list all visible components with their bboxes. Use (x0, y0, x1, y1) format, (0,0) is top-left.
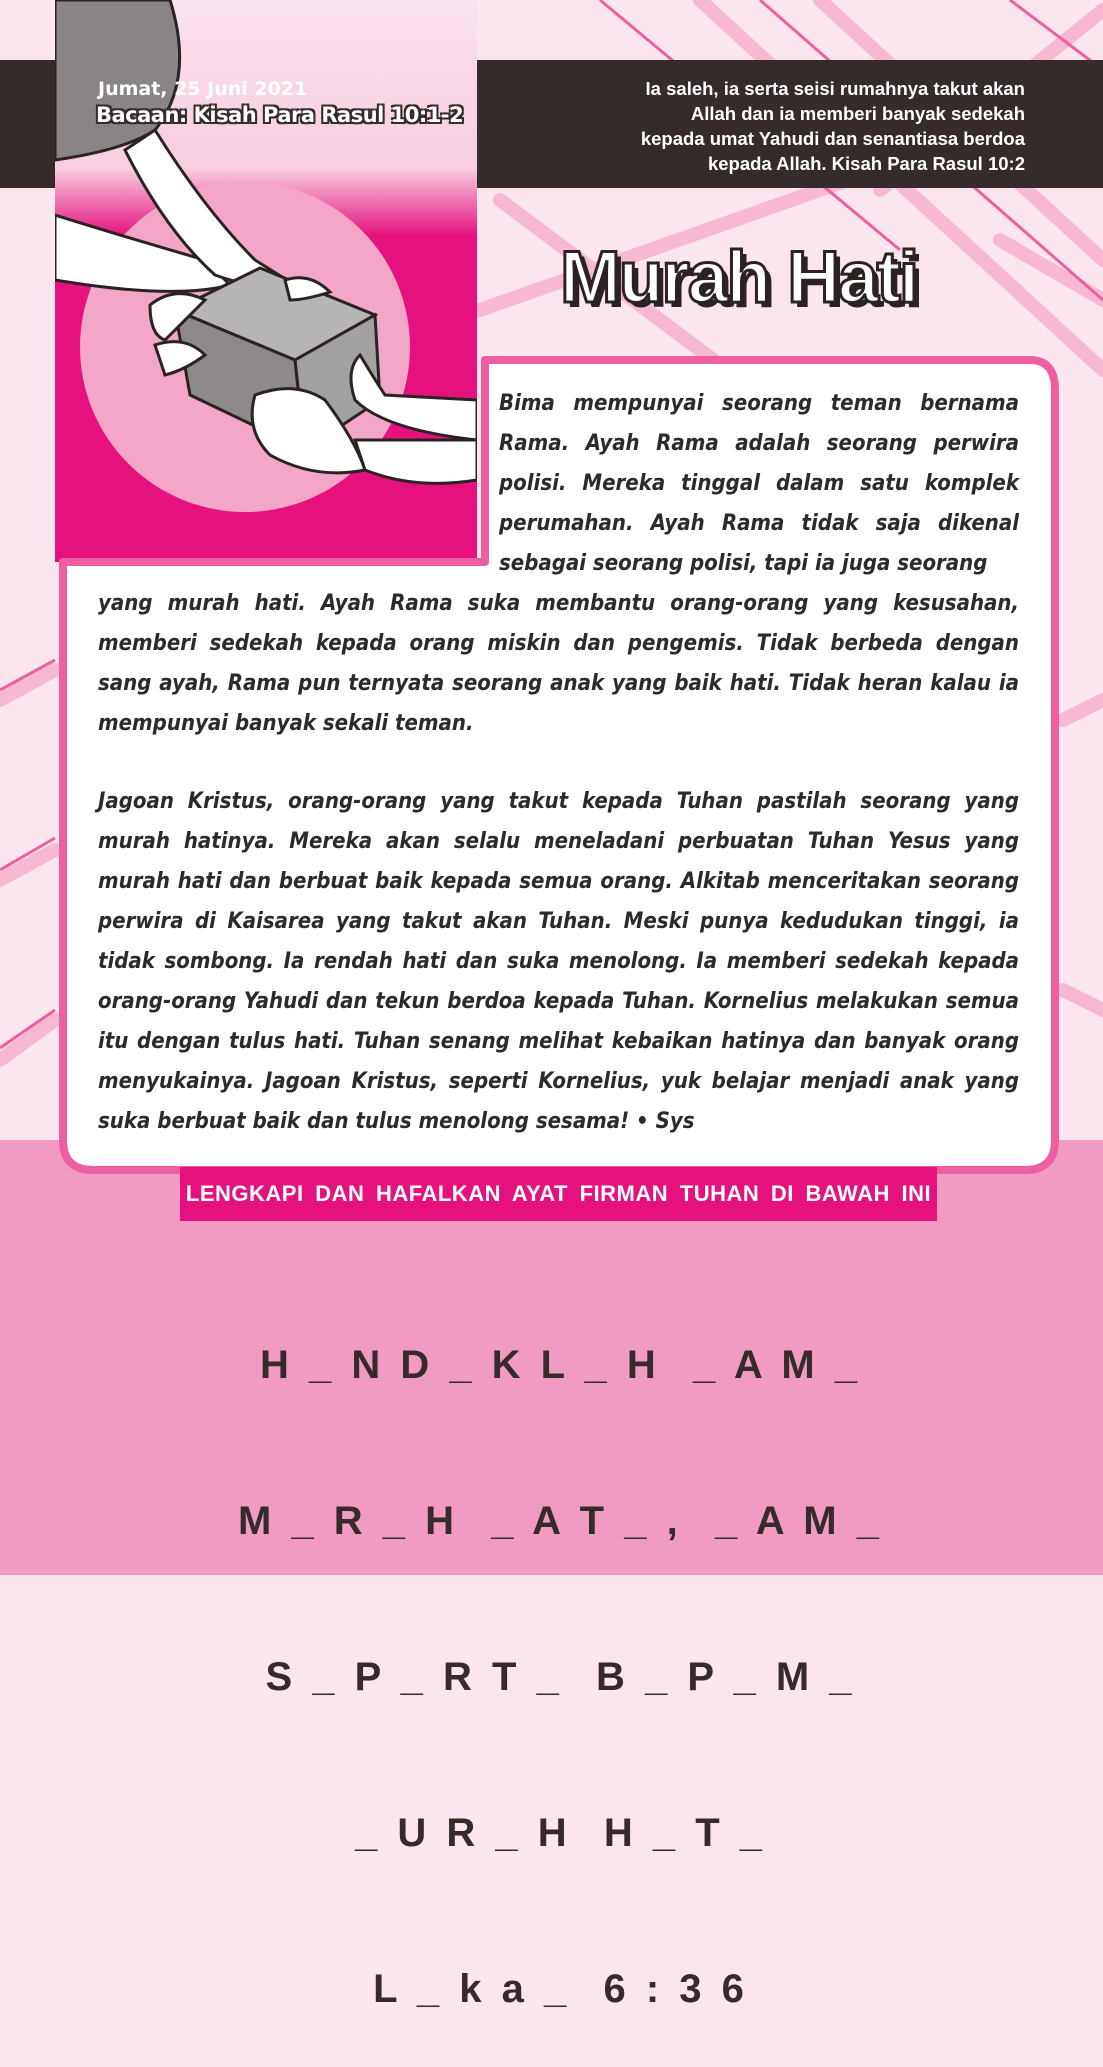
story-paragraph-1: yang murah hati. Ayah Rama suka membantu orang-orang yang kesusahan, memberi sedekah kepada orang miskin dan pengemis. Tidak berbeda dengan sang ayah, Rama pun ternyata seorang anak yang baik hati. Tidak heran kalau ia mempunyai banyak sekali teman. (98, 591, 1019, 736)
key-verse (520, 76, 1025, 176)
verse-line: Allah dan ia memberi banyak sedekah (690, 103, 1025, 124)
puzzle-line: H _ N D _ K L _ H _ A M _ (259, 1343, 861, 1387)
puzzle-line: S _ P _ R T _ B _ P _ M _ (265, 1655, 855, 1699)
verse-puzzle (80, 1235, 1040, 2067)
verse-line: kepada umat Yahudi dan senantiasa berdoa (640, 128, 1025, 149)
puzzle-line: L _ k a _ 6 : 3 6 (373, 1967, 747, 2011)
page-title: Murah Hati (560, 237, 918, 318)
verse-line: kepada Allah. Kisah Para Rasul 10:2 (707, 153, 1025, 174)
activity-banner: LENGKAPI DAN HAFALKAN AYAT FIRMAN TUHAN DI BAWAH INI (180, 1167, 937, 1221)
puzzle-line: _ U R _ H H _ T _ (355, 1811, 765, 1855)
story-paragraph-intro: Bima mempunyai seorang teman bernama Rama. Ayah Rama adalah seorang perwira polisi. Mereka tinggal dalam satu komplek perumahan. Ayah Rama tidak saja dikenal sebagai seorang polisi, tapi ia juga seorang (499, 391, 1019, 576)
verse-line: Ia saleh, ia serta seisi rumahnya takut akan (645, 78, 1025, 99)
reading-reference: Bacaan: Kisah Para Rasul 10:1-2 (96, 103, 464, 127)
story-paragraph-2: Jagoan Kristus, orang-orang yang takut kepada Tuhan pastilah seorang yang murah hatinya. Mereka akan selalu meneladani perbuatan Tuhan Yesus yang murah hati dan berbuat baik kepada semua orang. Alkitab menceritakan seorang perwira di Kaisarea yang takut akan Tuhan. Meski punya kedudukan tinggi, ia tidak sombong. Ia rendah hati dan suka menolong. Ia memberi sedekah kepada orang-orang Yahudi dan tekun berdoa kepada Tuhan. Kornelius melakukan semua itu dengan tulus hati. Tuhan senang melihat kebaikan hatinya dan banyak orang menyukainya. Jagoan Kristus, seperti Kornelius, yuk belajar menjadi anak yang suka berbuat baik dan tulus menolong sesama! • Sys (98, 789, 1019, 1134)
date-label: Jumat, 25 Juni 2021 (98, 78, 308, 100)
puzzle-line: M _ R _ H _ A T _ , _ A M _ (238, 1499, 882, 1543)
